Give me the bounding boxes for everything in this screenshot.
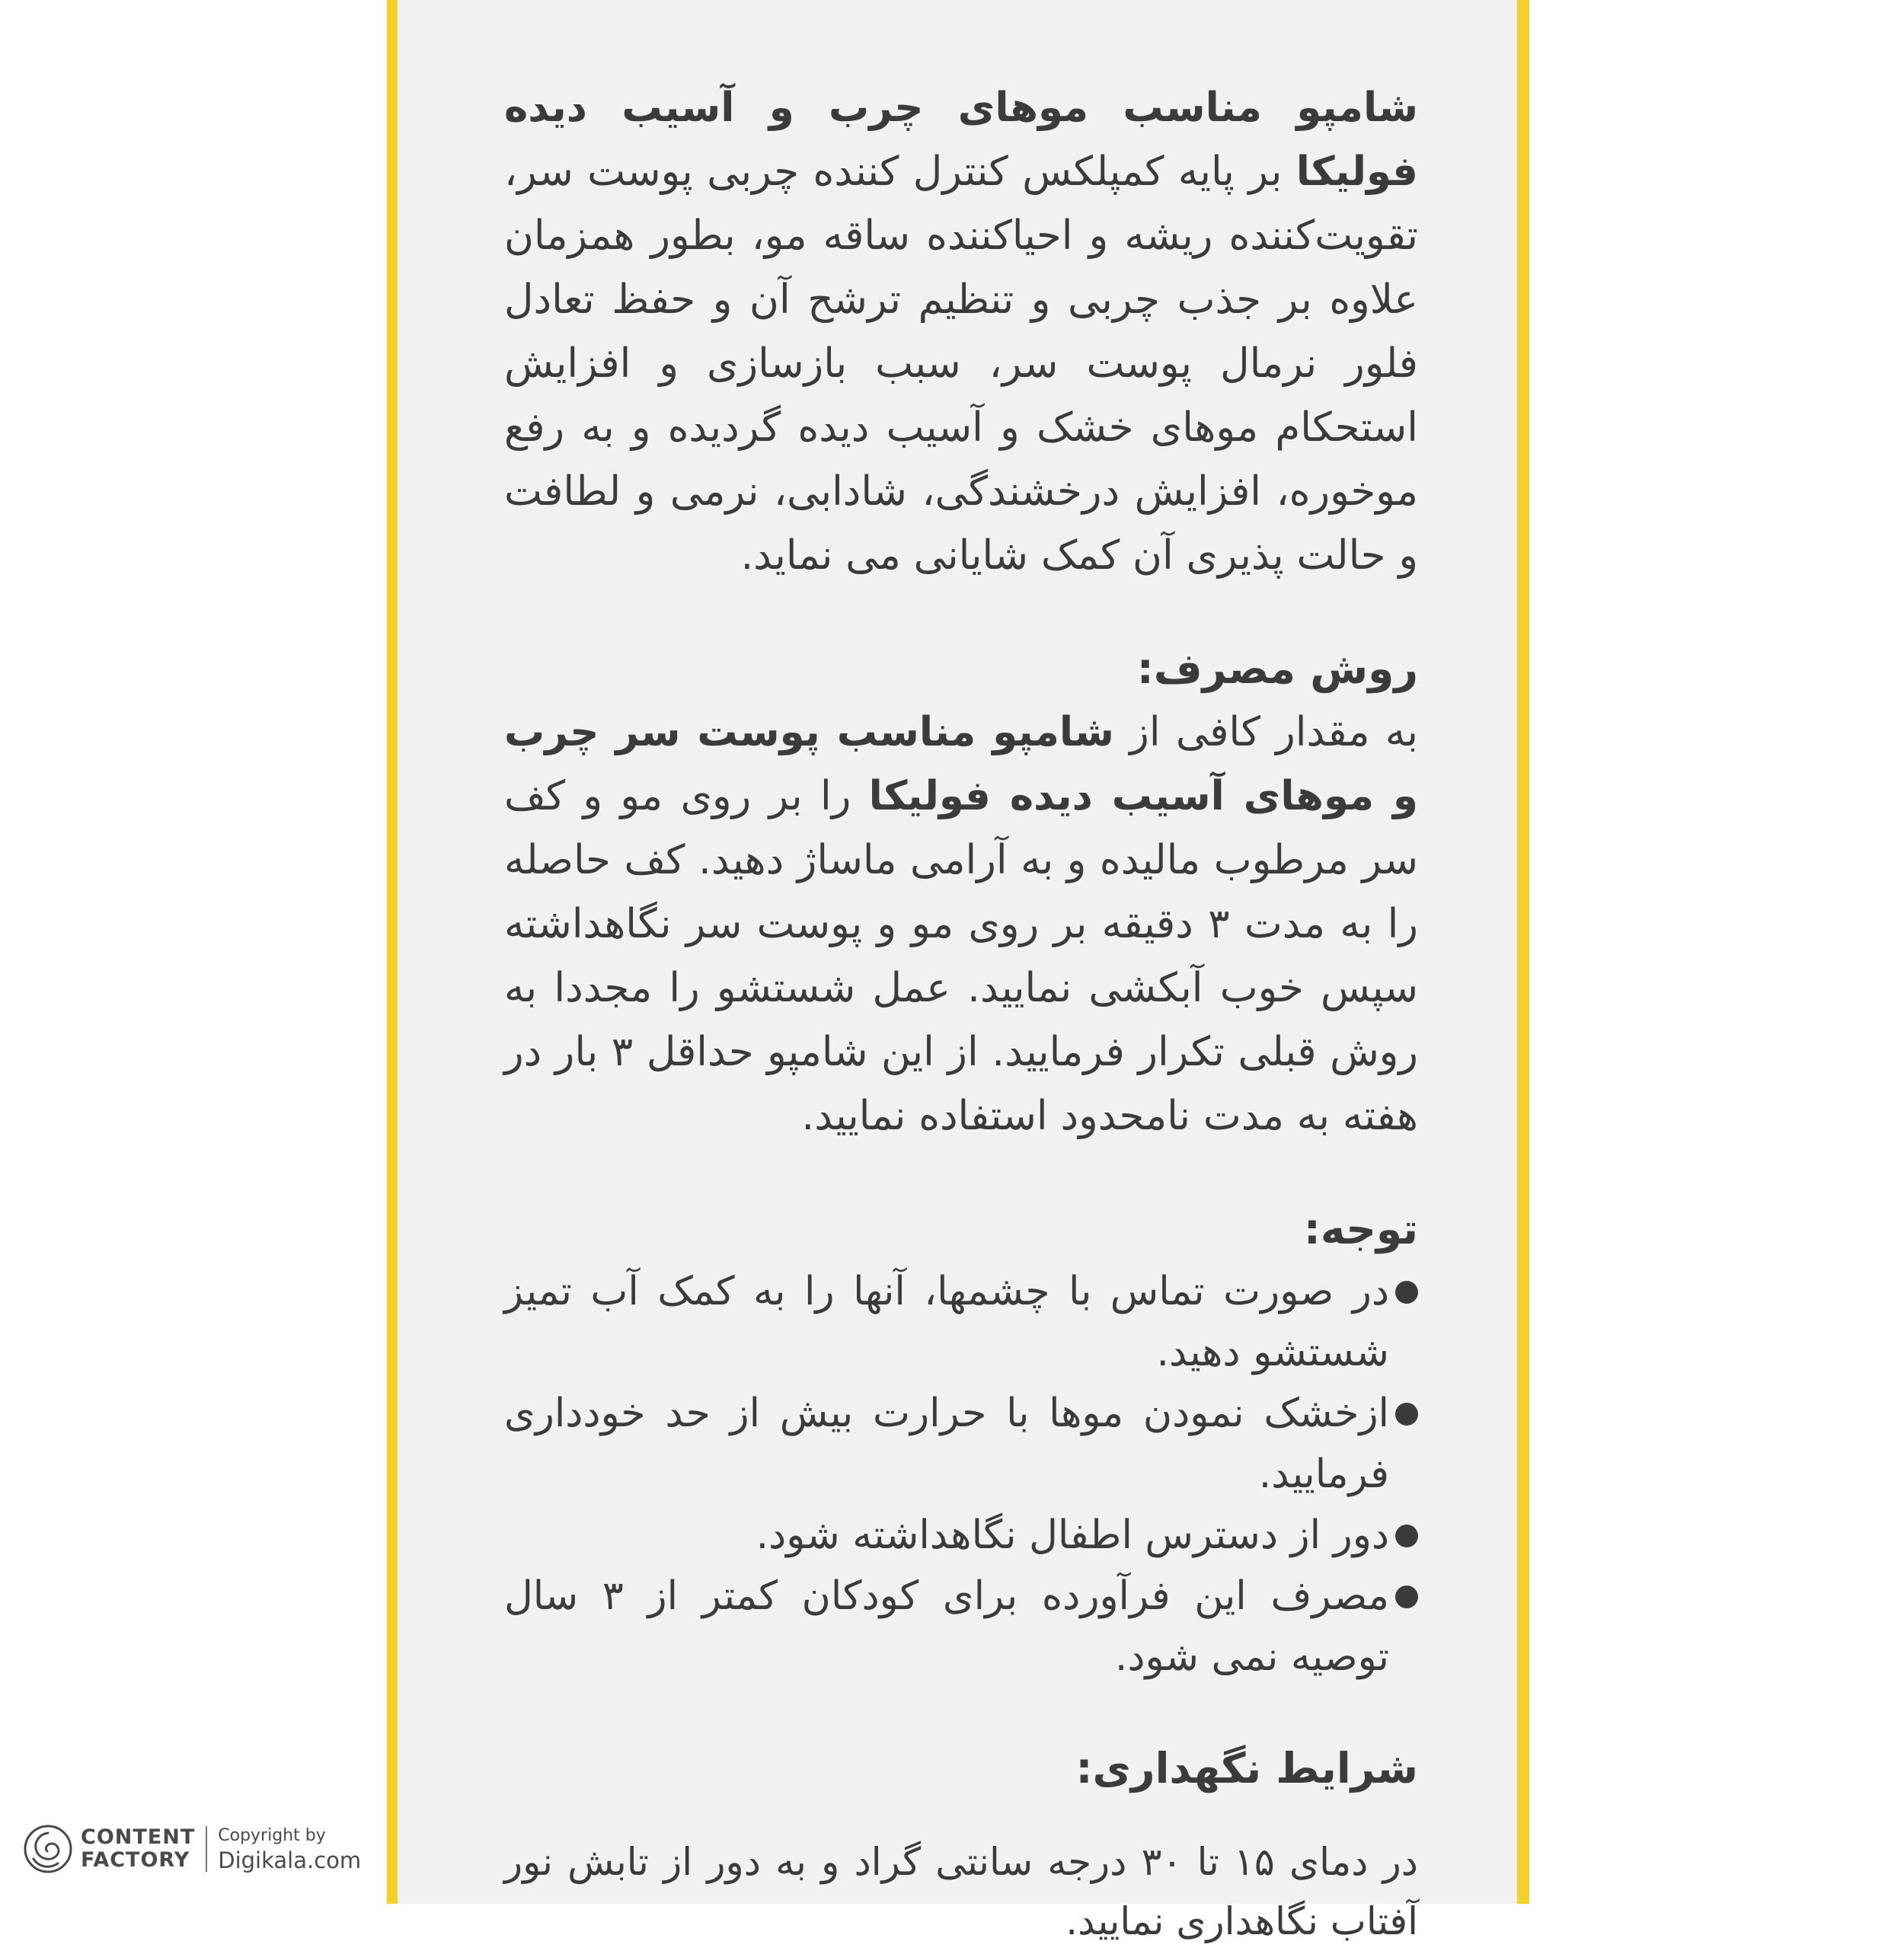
storage-text: در دمای ۱۵ تا ۳۰ درجه سانتی گراد و به دور از تابش نور آفتاب نگاهداری نمایید.	[504, 1840, 1418, 1943]
bullet-icon	[1395, 1525, 1418, 1547]
usage-text-rest: را بر روی مو و کف سر مرطوب مالیده و به آرامی ماساژ دهید. کف حاصله را به مدت ۳ دقیقه بر روی مو و پوست سر نگاهداشته سپس خوب آبکشی نمایید. عمل شستشو را مجددا به روش قبلی تکرار فرمایید. از این شامپو حداقل ۳ بار در هفته به مدت نامحدود استفاده نمایید.	[504, 773, 1418, 1139]
usage-heading: روش مصرف:	[1136, 644, 1418, 693]
usage-product-bold: شامپو مناسب پوست سر چرب و موهای آسیب دیده فولیکا	[504, 709, 1418, 819]
package-left-edge	[387, 0, 398, 1904]
storage-heading: شرایط نگهداری:	[1075, 1744, 1418, 1793]
bullet-icon	[1395, 1281, 1418, 1304]
bullet-icon	[1395, 1403, 1418, 1426]
brand-line2: FACTORY	[81, 1848, 190, 1872]
bullet-icon	[1395, 1585, 1418, 1608]
usage-instructions	[504, 701, 1418, 1148]
logo-divider	[206, 1826, 207, 1872]
note-text: در صورت تماس با چشمها، آنها را به کمک آب تمیز شستشو دهید.	[504, 1269, 1389, 1375]
copyright-site: Digikala.com	[218, 1847, 362, 1873]
note-item	[504, 1505, 1418, 1566]
watermark-logo	[23, 1818, 388, 1879]
note-item	[504, 1383, 1418, 1505]
usage-text-start: به مقدار کافی از	[1113, 709, 1418, 755]
package-right-edge	[1517, 0, 1529, 1904]
product-description	[504, 76, 1418, 588]
note-text: ازخشک نمودن موها با حرارت بیش از حد خودداری فرمایید.	[504, 1391, 1389, 1497]
copyright-block	[218, 1825, 361, 1873]
brand-line1: CONTENT	[81, 1825, 196, 1849]
brand-name	[81, 1826, 195, 1872]
notes-heading: توجه:	[1303, 1205, 1418, 1253]
note-item	[504, 1566, 1418, 1688]
product-description-bold: شامپو مناسب موهای چرب و آسیب دیده فولیکا	[504, 85, 1418, 195]
note-item	[504, 1261, 1418, 1383]
label-panel	[398, 0, 1517, 1943]
label-content	[504, 76, 1418, 1951]
note-text: مصرف این فرآورده برای کودکان کمتر از ۳ سال توصیه نمی شود.	[504, 1573, 1389, 1680]
copyright-label: Copyright by	[218, 1826, 326, 1845]
product-description-text: بر پایه کمپلکس کنترل کننده چربی پوست سر، تقویت‌کننده ریشه و احیاکننده ساقه مو، بطور همزمان علاوه بر جذب چربی و تنظیم ترشح آن و حفظ تعادل فلور نرمال پوست سر، سبب بازسازی و افزایش استحکام موهای خشک و آسیب دیده گردیده و به رفع موخوره، افزایش درخشندگی، شادابی، نرمی و لطافت و حالت پذیری آن کمک شایانی می نماید.	[504, 148, 1418, 579]
content-factory-logo-icon	[23, 1824, 73, 1874]
note-text: دور از دسترس اطفال نگاهداشته شود.	[756, 1512, 1389, 1558]
